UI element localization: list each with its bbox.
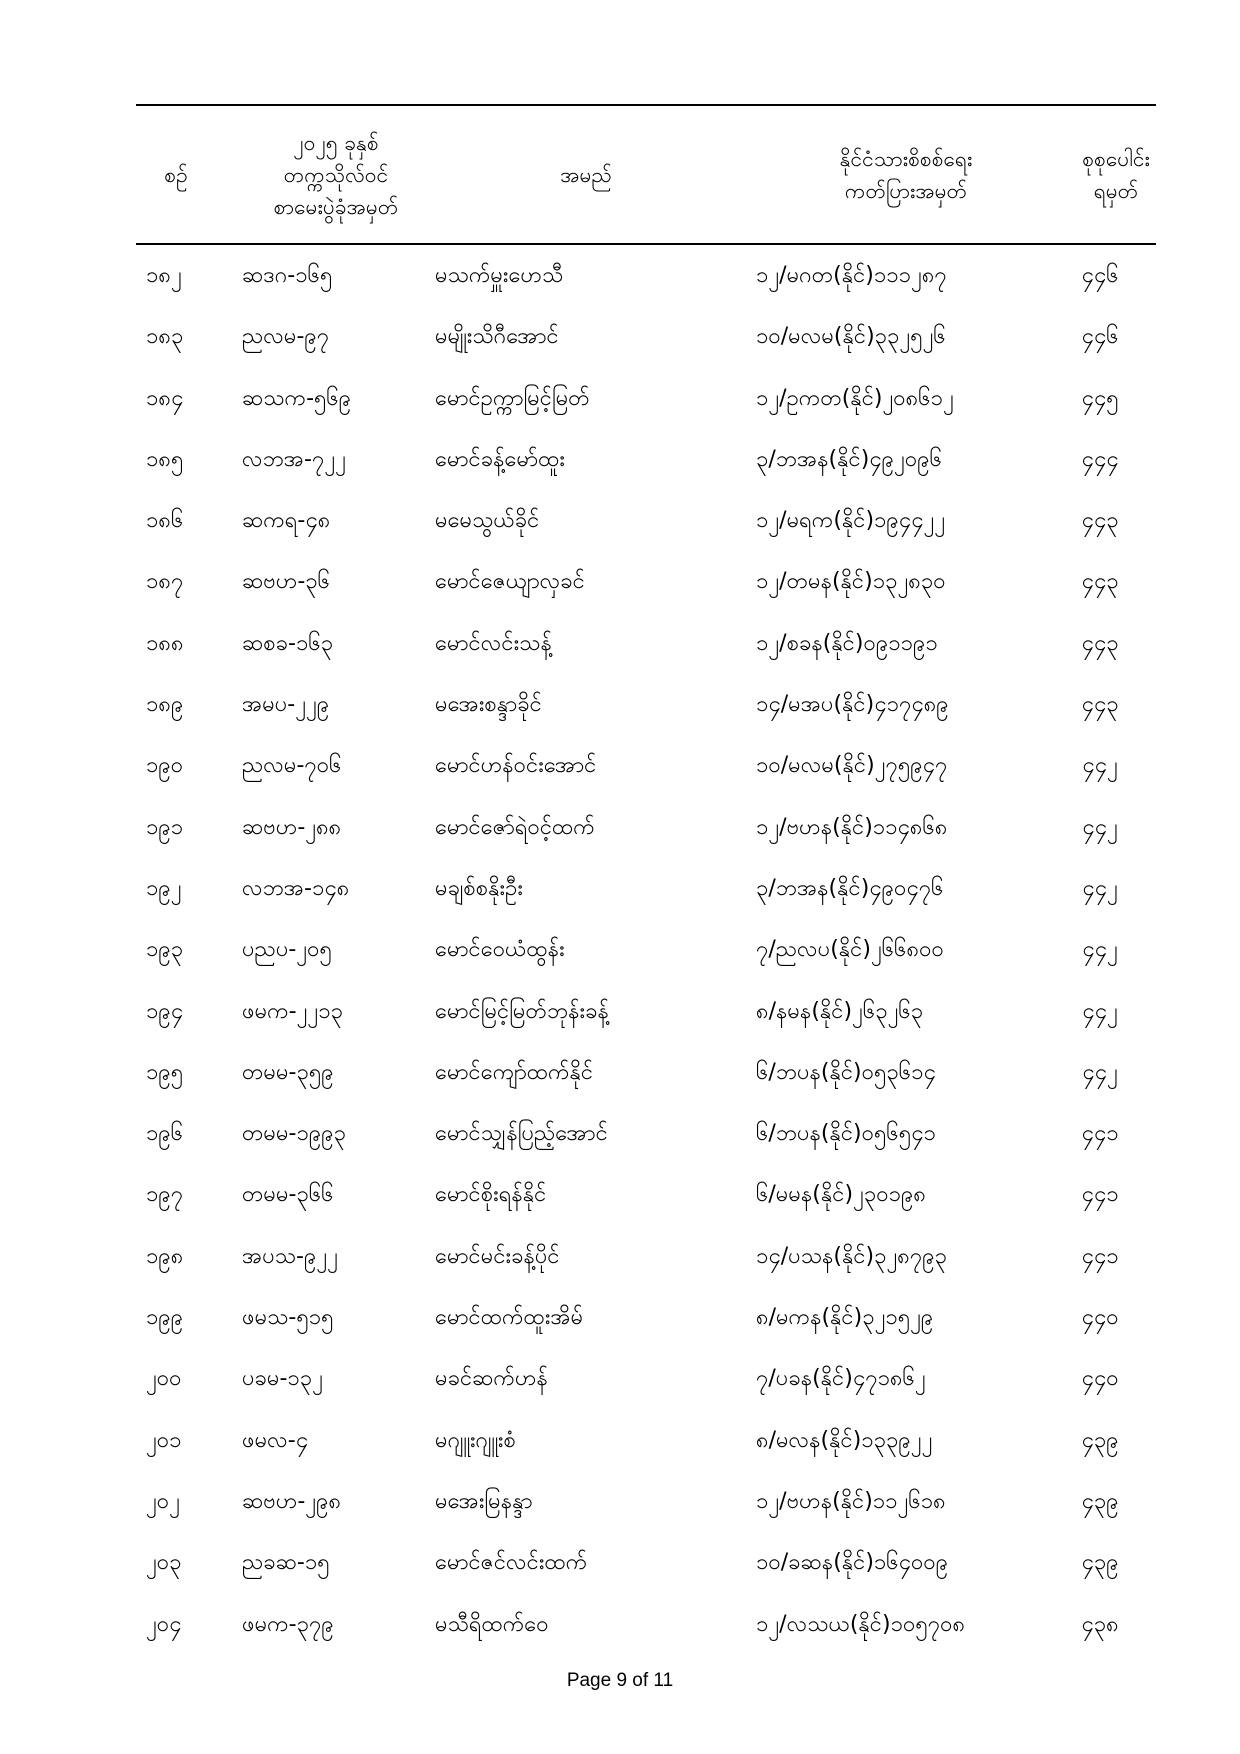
cell-no: ၁၈၃ <box>146 324 184 350</box>
cell-name: မောင်မင်းခန့်ပိုင် <box>435 1243 560 1269</box>
table-row <box>136 797 1156 858</box>
cell-no: ၁၉၇ <box>146 1182 184 1208</box>
cell-total-mark: ၄၄၂ <box>1082 814 1118 840</box>
cell-total-mark: ၄၃၈ <box>1081 1611 1119 1637</box>
cell-roll-number: လဘအ-၁၄၈ <box>242 875 350 901</box>
cell-total-mark: ၄၄၃ <box>1081 630 1119 656</box>
table-row <box>136 1410 1156 1471</box>
cell-nrc: ၆/မမန(နိုင်)၂၃၀၁၉၈ <box>756 1182 926 1208</box>
cell-total-mark: ၄၄၁ <box>1081 1243 1119 1269</box>
cell-roll-number: ဆစခ-၁၆၃ <box>242 630 334 656</box>
cell-roll-number: ဖမက-၂၂၁၃ <box>242 998 343 1024</box>
table-row <box>136 735 1156 796</box>
table-row <box>136 1532 1156 1593</box>
cell-total-mark: ၄၃၉ <box>1081 1550 1119 1576</box>
cell-name: မချစ်စနိုးဦး <box>435 875 523 901</box>
cell-name: မောင်ဇော်ရဲဝင့်ထက် <box>435 814 595 840</box>
cell-nrc: ၁၀/မလမ(နိုင်)၃၃၂၅၂၆ <box>756 324 946 350</box>
cell-total-mark: ၄၄၅ <box>1081 385 1119 411</box>
cell-roll-number: ပခမ-၁၃၂ <box>242 1366 323 1392</box>
cell-no: ၁၈၅ <box>146 446 184 472</box>
cell-nrc: ၇/ညလပ(နိုင်)၂၆၆၈၀၀ <box>756 937 944 963</box>
cell-no: ၁၈၂ <box>146 263 182 288</box>
table-row <box>136 613 1156 674</box>
cell-nrc: ၈/မကန(နိုင်)၃၂၁၅၂၉ <box>756 1305 934 1331</box>
cell-no: ၂၀၀ <box>146 1366 182 1392</box>
table-row <box>136 245 1156 306</box>
cell-name: မအေးမြနန္ဒာ <box>435 1488 533 1514</box>
cell-name: မဂျူးဂျူးစံ <box>435 1427 516 1453</box>
table-row <box>136 1164 1156 1225</box>
cell-roll-number: ဆဗဟ-၃၆ <box>242 569 331 595</box>
cell-nrc: ၁၂/စခန(နိုင်)၀၉၁၁၉၁ <box>756 630 938 656</box>
cell-no: ၁၈၉ <box>146 692 184 718</box>
cell-no: ၁၉၈ <box>146 1243 184 1269</box>
cell-nrc: ၈/မလန(နိုင်)၁၃၃၉၂၂ <box>756 1427 933 1453</box>
cell-nrc: ၁၂/ဗဟန(နိုင်)၁၁၂၆၁၈ <box>756 1488 946 1514</box>
cell-name: မောင်ဟန်ဝင်းအောင် <box>435 753 597 779</box>
cell-name: မအေးစန္ဒာခိုင် <box>435 692 542 718</box>
table-row <box>136 1103 1156 1164</box>
cell-name: မောင်လင်းသန့် <box>435 630 552 656</box>
cell-roll-number: တမမ-၁၉၉၃ <box>242 1121 346 1147</box>
cell-nrc: ၁၂/မရက(နိုင်)၁၉၄၄၂၂ <box>756 508 946 534</box>
cell-no: ၁၈၇ <box>146 569 184 595</box>
cell-roll-number: ပညပ-၂၀၅ <box>242 937 332 963</box>
cell-no: ၁၉၆ <box>146 1121 184 1147</box>
page-number: Page 9 of 11 <box>566 1670 674 1691</box>
table-row <box>136 551 1156 612</box>
table-row <box>136 674 1156 735</box>
table-row <box>136 429 1156 490</box>
table-row <box>136 981 1156 1042</box>
cell-nrc: ၃/ဘအန(နိုင်)၄၉၀၄၇၆ <box>756 875 944 901</box>
cell-roll-number: တမမ-၃၆၆ <box>242 1182 334 1208</box>
cell-name: မောင်သျှန်ပြည့်အောင် <box>435 1121 608 1147</box>
table-row <box>136 1471 1156 1532</box>
cell-total-mark: ၄၄၃ <box>1081 692 1119 718</box>
header-name: အမည် <box>560 162 612 187</box>
cell-total-mark: ၄၃၉ <box>1081 1427 1119 1453</box>
cell-roll-number: အပသ-၉၂၂ <box>242 1243 338 1269</box>
header-roll-number: ၂၀၂၅ ခုနှစ် တက္ကသိုလ်ဝင် စာမေးပွဲခုံအမှတ် <box>273 130 399 219</box>
cell-no: ၂၀၂ <box>146 1488 180 1514</box>
cell-name: မောင်မြင့်မြတ်ဘုန်းခန့် <box>435 998 609 1024</box>
cell-nrc: ၁၂/တမန(နိုင်)၁၃၂၈၃၀ <box>756 569 946 595</box>
cell-nrc: ၆/ဘပန(နိုင်)၀၅၃၆၁၄ <box>756 1059 936 1085</box>
cell-roll-number: ဆသက-၅၆၉ <box>242 385 352 411</box>
table-row <box>136 306 1156 367</box>
cell-total-mark: ၄၄၃ <box>1081 569 1119 595</box>
cell-total-mark: ၄၄၃ <box>1081 508 1119 534</box>
cell-name: မောင်ကျော်ထက်နိုင် <box>435 1059 594 1085</box>
cell-total-mark: ၄၄၀ <box>1081 1366 1119 1392</box>
cell-roll-number: ဆဒဂ-၁၆၅ <box>242 263 333 288</box>
cell-name: မခင်ဆက်ဟန် <box>435 1366 548 1392</box>
cell-total-mark: ၄၄၂ <box>1082 1059 1118 1085</box>
table-row <box>136 1348 1156 1409</box>
cell-total-mark: ၄၄၂ <box>1082 753 1118 779</box>
cell-roll-number: ဖမသ-၅၁၅ <box>242 1305 334 1331</box>
header-nrc: နိုင်ငံသားစိစစ်ရေး ကတ်ပြားအမှတ် <box>839 146 973 203</box>
cell-name: မောင်ဝေယံထွန်း <box>435 937 565 963</box>
cell-name: မောင်ဥက္ကာမြင့်မြတ် <box>435 385 590 411</box>
cell-roll-number: ညလမ-၇၀၆ <box>242 753 342 779</box>
cell-total-mark: ၄၄၆ <box>1081 263 1119 288</box>
cell-no: ၂၀၃ <box>146 1550 182 1576</box>
cell-name: မမေသွယ်ခိုင် <box>435 508 540 534</box>
cell-roll-number: ဆဗဟ-၂၈၈ <box>242 814 342 840</box>
cell-nrc: ၁၀/မလမ(နိုင်)၂၇၅၉၄၇ <box>756 753 948 779</box>
cell-roll-number: ညခဆ-၁၅ <box>242 1550 330 1576</box>
cell-no: ၁၉၀ <box>146 753 184 779</box>
cell-nrc: ၁၂/ဗဟန(နိုင်)၁၁၄၈၆၈ <box>756 814 948 840</box>
cell-no: ၁၉၄ <box>146 998 184 1024</box>
cell-roll-number: ညလမ-၉၇ <box>242 324 330 350</box>
cell-no: ၁၉၉ <box>146 1305 184 1331</box>
cell-nrc: ၆/ဘပန(နိုင်)၀၅၆၅၄၁ <box>756 1121 936 1147</box>
table-header-row <box>136 106 1156 243</box>
cell-no: ၁၈၆ <box>146 508 184 534</box>
table-row <box>136 490 1156 551</box>
cell-roll-number: ဖမလ-၄ <box>242 1427 309 1453</box>
cell-nrc: ၃/ဘအန(နိုင်)၄၉၂၀၉၆ <box>756 446 942 472</box>
header-no: စဉ် <box>164 162 188 187</box>
table-row <box>136 1042 1156 1103</box>
table-row <box>136 1226 1156 1287</box>
cell-name: မသီရိထက်ဝေ <box>435 1611 549 1637</box>
table-row <box>136 1594 1156 1655</box>
table-row <box>136 1287 1156 1348</box>
cell-total-mark: ၄၄၁ <box>1081 1182 1119 1208</box>
cell-no: ၁၉၁ <box>146 814 184 840</box>
cell-roll-number: တမမ-၃၅၉ <box>242 1059 334 1085</box>
cell-name: မောင်ထက်ထူးအိမ် <box>435 1305 584 1331</box>
cell-name: မမျိုးသိဂီအောင် <box>435 324 559 350</box>
cell-roll-number: လဘအ-၇၂၂ <box>242 446 346 472</box>
cell-total-mark: ၄၄၂ <box>1082 937 1118 963</box>
cell-no: ၁၉၅ <box>146 1059 184 1085</box>
table-row <box>136 919 1156 980</box>
cell-total-mark: ၄၄၁ <box>1081 1121 1119 1147</box>
cell-name: မသက်မှူးဟေသီ <box>435 263 564 288</box>
cell-no: ၁၈၈ <box>146 630 184 656</box>
cell-no: ၂၀၄ <box>146 1611 182 1637</box>
cell-name: မောင်စိုးရန်နိုင် <box>435 1182 547 1208</box>
cell-roll-number: ဆကရ-၄၈ <box>242 508 331 534</box>
cell-roll-number: ဆဗဟ-၂၉၈ <box>242 1488 342 1514</box>
cell-nrc: ၇/ပခန(နိုင်)၄၇၁၈၆၂ <box>756 1366 926 1392</box>
cell-roll-number: အမပ-၂၂၉ <box>242 692 330 718</box>
cell-nrc: ၁၂/ဥကတ(နိုင်)၂၀၈၆၁၂ <box>756 385 954 411</box>
cell-name: မောင်ဇေယျာလှခင် <box>435 569 585 595</box>
cell-no: ၂၀၁ <box>146 1427 182 1453</box>
cell-nrc: ၁၂/လသယ(နိုင်)၁၀၅၇၀၈ <box>756 1611 966 1637</box>
cell-total-mark: ၄၄၄ <box>1081 446 1119 472</box>
cell-nrc: ၁၄/ပသန(နိုင်)၃၂၈၇၉၃ <box>756 1243 947 1269</box>
header-total-mark: စုစုပေါင်း ရမှတ် <box>1082 146 1150 203</box>
table-row <box>136 368 1156 429</box>
cell-name: မောင်ဇင်လင်းထက် <box>435 1550 588 1576</box>
table-row <box>136 858 1156 919</box>
cell-no: ၁၉၃ <box>146 937 184 963</box>
cell-total-mark: ၄၄၂ <box>1082 998 1118 1024</box>
cell-total-mark: ၄၃၉ <box>1081 1488 1119 1514</box>
cell-no: ၁၉၂ <box>146 875 182 901</box>
cell-nrc: ၁၀/ခဆန(နိုင်)၁၆၄၀၀၉ <box>756 1550 949 1576</box>
cell-nrc: ၁၄/မအပ(နိုင်)၄၁၇၄၈၉ <box>756 692 949 718</box>
cell-total-mark: ၄၄၂ <box>1082 875 1118 901</box>
cell-nrc: ၈/နမန(နိုင်)၂၆၃၂၆၃ <box>756 998 924 1024</box>
cell-name: မောင်ခန့်မော်ထူး <box>435 446 565 472</box>
cell-roll-number: ဖမက-၃၇၉ <box>242 1611 334 1637</box>
cell-no: ၁၈၄ <box>146 385 184 411</box>
table-body <box>136 245 1156 1655</box>
cell-total-mark: ၄၄၆ <box>1081 324 1119 350</box>
cell-total-mark: ၄၄၀ <box>1081 1305 1119 1331</box>
cell-nrc: ၁၂/မဂတ(နိုင်)၁၁၁၂၈၇ <box>756 263 947 288</box>
